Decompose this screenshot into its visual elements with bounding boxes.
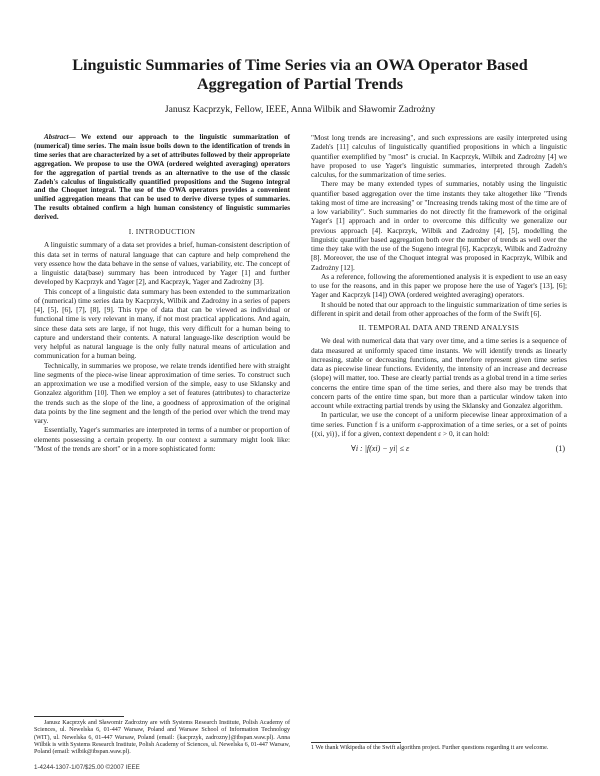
footnote-text: Janusz Kacprzyk and Sławomir Zadrożny are with Systems Research Institute, Polish Academy of Sciences, ul. Newelska 6, 01-447 Warsaw, Poland and Warsaw School of Information Technology (WIT), ul. Newelska 6, 01-447 Warsaw, Poland (email: {kacprzyk, zadrozny}@ibspan.waw.pl). Anna Wilbik is with Systems Research Institute, Polish Academy of Sciences, ul. Newelska 6, 01-447 Warsaw, Poland (email: wilbik@ibspan.waw.pl).	[34, 720, 290, 756]
right-footnote	[311, 742, 567, 752]
abstract-text: — We extend our approach to the linguistic summarization of (numerical) time series. The main issue boils down to the identification of trends in time series that are characterized by a set of attributes followed by their appropriate aggregation. We propose to use the OWA (ordered weighted averaging) operators for the aggregation of partial trends as an alternative to the use of the classic Zadeh's calculus of linguistically quantified propositions and the Sugeno integral and the Choquet integral. The use of the OWA operators provides a convenient unified aggregation means that can be used to derive diverse types of summaries. The results obtained confirm a high human consistency of linguistic summaries derived.	[34, 133, 290, 222]
body-paragraph: There may be many extended types of summaries, notably using the linguistic quantifier based aggregation over the time instants they take altogether like "Trends taking most of time are increasing" or "Increasing trends taking most of the time are of a low variability". Such summaries do not directly fit the framework of the original Yager's [1] approach and in order to overcome this difficulty we generalize our previous approach [4]. Kacprzyk, Wilbik and Zadrożny [4], [5], modelling the linguistic quantifier based aggregation both over the number of trends as well over the time they take with the use of the Sugeno integral [6], Kacprzyk, Wilbik and Zadrożny [8]. Moreover, the use of the Choquet integral was proposed in Kacprzyk, Wilbik and Zadrożny [12].	[311, 179, 567, 272]
body-paragraph: As a reference, following the aforementioned analysis it is expedient to use an easy to use for the reasons, and in this paper we propose here the use of Yager's [13], [6]; Yager and Kacprzyk [14]) OWA (ordered weighted averaging) operators.	[311, 271, 567, 300]
affiliation-footnote	[34, 716, 290, 756]
abstract-label: Abstract	[44, 133, 69, 141]
equation-body: ∀i : |f(xi) − yi| ≤ ε	[351, 444, 410, 453]
section-heading-temporal-data: II. TEMPORAL DATA AND TREND ANALYSIS	[358, 323, 520, 332]
paper-authors: Janusz Kacprzyk, Fellow, IEEE, Anna Wilbik and Sławomir Zadrożny	[164, 104, 436, 115]
copyright-line: 1-4244-1307-1/07/$25.00 ©2007 IEEE	[34, 764, 140, 771]
paper-title: Linguistic Summaries of Time Series via an OWA Operator Based Aggregation of Partial Trends	[72, 56, 528, 93]
section-heading-introduction: I. INTRODUCTION	[128, 227, 196, 237]
footnote-rule	[311, 742, 401, 743]
intro-paragraph: This concept of a linguistic data summary has been extended to the summarization of (numerical) time series data by Kacprzyk, Wilbik and Zadrożny in a series of papers [4], [5], [6], [7], [8], [9]. This type of data that can be viewed as individual or functional time is very relevant in many, if not most practical applications. And again, since these data sets are large, if not huge, this very difficult for a human being to capture and understand their contents. A natural language-like description would be very helpful as natural language is the only fully natural means of articulation and communication for a human being.	[34, 286, 290, 361]
left-column	[34, 133, 290, 723]
intro-paragraph: Essentially, Yager's summaries are interpreted in terms of a number or proportion of elements possessing a certain property. In our context a summary might look like: "Most of the trends are short" or in a more sophisticated form:	[34, 425, 290, 453]
footnote-rule	[34, 716, 124, 717]
intro-paragraph: A linguistic summary of a data set provides a brief, human-consistent description of this data set in terms of natural language that can capture and help comprehend the very essence how the data behave in the sense of values, variability, etc. The concept of a linguistic data(base) summary has been introduced by Yager [1] and further developed by Kacprzyk and Yager [2], and Kacprzyk, Yager and Zadrożny [3].	[34, 240, 290, 287]
equation-number: (1)	[555, 444, 565, 453]
body-paragraph: "Most long trends are increasing", and such expressions are easily interpreted using Zadeh's [11] calculus of linguistically quantified propositions in which a linguistic quantifier exemplified by "most" is crucial. In Kacprzyk, Wilbik and Zadrożny [4] we have proposed to use Yager's linguistic summaries, interpreted through Zadeh's calculus, for the summarization of time series.	[311, 133, 567, 179]
section2-paragraph: We deal with numerical data that vary over time, and a time series is a sequence of data measured at uniformly spaced time instants. We will identify trends as linearly increasing, stable or decreasing functions, and therefore represent given time series data as piecewise linear functions. Evidently, the intensity of an increase and decrease (slope) will matter, too. These are clearly partial trends as a global trend in a time series concerns the entire time span of the time series, and there also may be trends that concern parts of the entire time span, but more than a particular window taken into account while extracting partial trends by using the Sklansky and Gonzalez algorithm.	[311, 336, 567, 410]
body-paragraph: It should be noted that our approach to the linguistic summarization of time series is different in spirit and detail from other approaches of the form of the Swift [6].	[311, 299, 567, 318]
abstract	[34, 133, 290, 222]
equation-1	[311, 444, 567, 453]
right-footnote-text: 1 We thank Wikipedia of the Swift algorithm project. Further questions regarding it are welcome.	[311, 745, 549, 751]
right-column	[311, 133, 567, 733]
section2-paragraph: In particular, we use the concept of a uniform piecewise linear approximation of a time series. Function f is a uniform ε-approximation of a time series, or a set of points {(xi, yi)}, if for a given, context dependent ε > 0, it can hold:	[311, 410, 567, 438]
intro-paragraph: Technically, in summaries we propose, we relate trends identified here with straight line segments of the piece-wise linear approximation of time series. To construct such an approximation we use a modified version of the simple, easy to use Sklansky and Gonzalez algorithm [10]. Then we employ a set of features (attributes) to characterize the trends such as the slope of the line, a goodness of approximation of the original data points by the line segment and the length of the period over which the trend may vary.	[34, 360, 290, 426]
